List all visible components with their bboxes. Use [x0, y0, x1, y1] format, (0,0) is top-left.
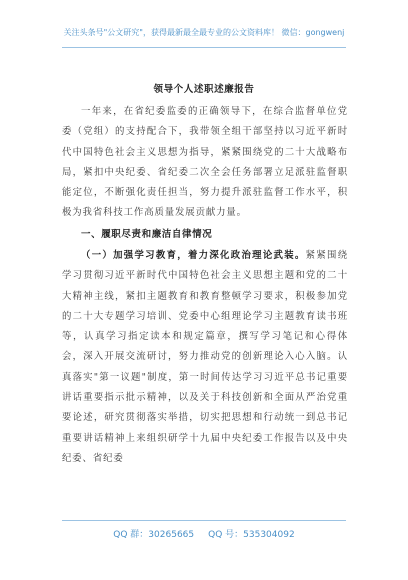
section-heading: 一、履职尽责和廉洁自律情况 — [81, 229, 213, 240]
subsection-lead: （一）加强学习教育，着力深化政治理论武装。 — [81, 250, 306, 261]
footer-qq-group: QQ 群：30265665 — [113, 530, 195, 540]
subsection-body: 紧紧围绕学习贯彻习近平新时代中国特色社会主义思想主题和党的二十大精神主线，紧扣主题教育和教育整顿学习要求，积极参加党的二十大专题学习培训、党委中心组理论学习主题教育读书班等，认真学习指定读本和规定篇章，撰写学习笔记和心得体会，深入开展交流研讨，努力推动党的创新理论入心入脑。认真落实"第一议题"制度，第一时间传达学习习近平总书记重要讲话重要指示批示精神，以及关于科技创新和全面从严治党重要论述，研究贯彻落实举措，切实把思想和行动统一到总书记重要讲话精神上来组织研学十九届中央纪委工作报告以及中央纪委、省纪委 — [62, 250, 348, 464]
header-banner: 关注头条号"公文研究"，获得最新最全最专业的公文资料库！ 微信：gongwenj — [63, 28, 345, 37]
body-paragraph — [62, 246, 348, 469]
header-divider — [62, 47, 346, 48]
footer — [0, 527, 408, 540]
footer-divider — [62, 520, 346, 521]
document-title: 领导个人述职述廉报告 — [153, 84, 255, 95]
footer-qq-number: QQ 号：535304092 — [208, 530, 295, 540]
intro-paragraph: 一年来，在省纪委监委的正确领导下，在综合监督单位党委（党组）的支持配合下，我带领全组干部坚持以习近平新时代中国特色社会主义思想为指导，紧紧围绕党的二十大战略布局，紧扣中央纪委、省纪委二次全会任务部署立足派驻监督职能定位，不断强化责任担当，努力提升派驻监督工作水平，积极为我省科技工作高质量发展贡献力量。 — [62, 106, 348, 219]
